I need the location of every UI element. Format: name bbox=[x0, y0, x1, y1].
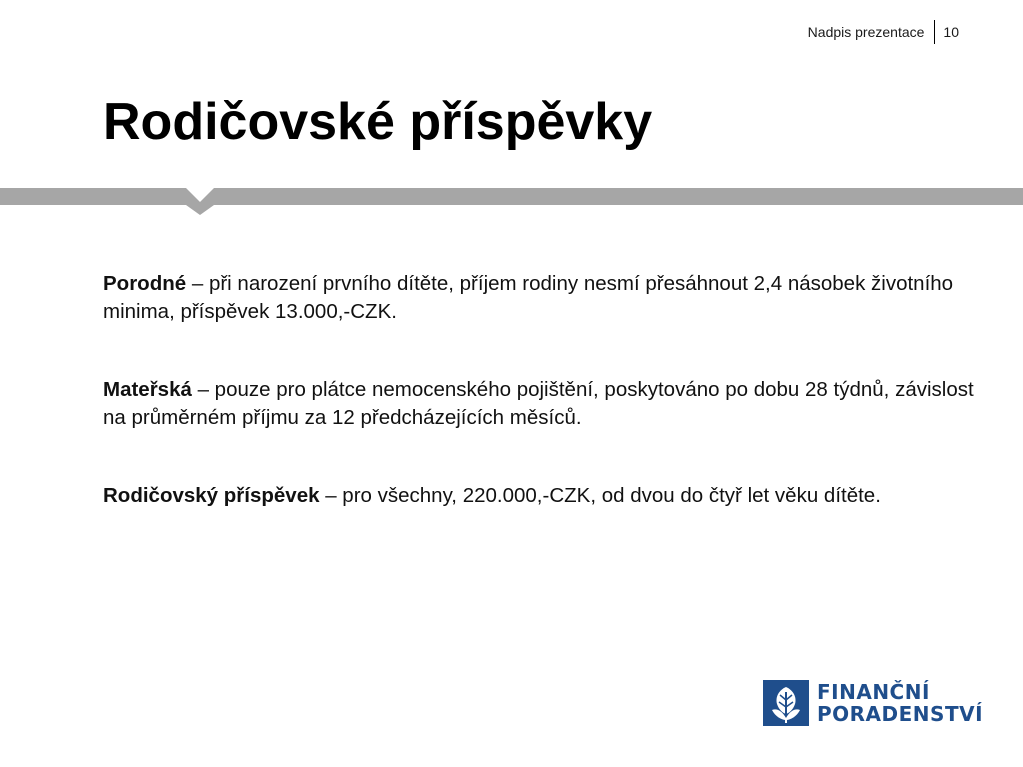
company-logo bbox=[763, 680, 983, 726]
logo-line-2: PORADENSTVÍ bbox=[817, 702, 984, 726]
slide-content bbox=[103, 270, 983, 560]
header-separator bbox=[934, 20, 935, 44]
paragraph-term: Mateřská bbox=[103, 378, 192, 401]
slide-header bbox=[808, 20, 959, 44]
logo-line-1: FINANČNÍ bbox=[817, 680, 930, 704]
slide-title: Rodičovské příspěvky bbox=[103, 93, 653, 151]
linden-leaf-icon bbox=[763, 680, 809, 726]
paragraph-text: – pro všechny, 220.000,-CZK, od dvou do čtyř let věku dítěte. bbox=[319, 484, 881, 507]
title-divider bbox=[0, 186, 1023, 216]
paragraph-rodicovsky-prispevek bbox=[103, 482, 983, 510]
logo-wordmark bbox=[817, 681, 983, 725]
paragraph-text: – při narození prvního dítěte, příjem rodiny nesmí přesáhnout 2,4 násobek životního minima, příspěvek 13.000,-CZK. bbox=[103, 272, 954, 323]
paragraph-term: Rodičovský příspěvek bbox=[103, 484, 320, 507]
page-number: 10 bbox=[943, 24, 959, 40]
paragraph-materska bbox=[103, 376, 983, 432]
paragraph-term: Porodné bbox=[103, 272, 187, 295]
paragraph-text: – pouze pro plátce nemocenského pojištění, poskytováno po dobu 28 týdnů, závislost na průměrném příjmu za 12 předcházejících měsíců. bbox=[103, 378, 974, 429]
paragraph-porodne bbox=[103, 270, 983, 326]
presentation-title: Nadpis prezentace bbox=[807, 24, 925, 40]
